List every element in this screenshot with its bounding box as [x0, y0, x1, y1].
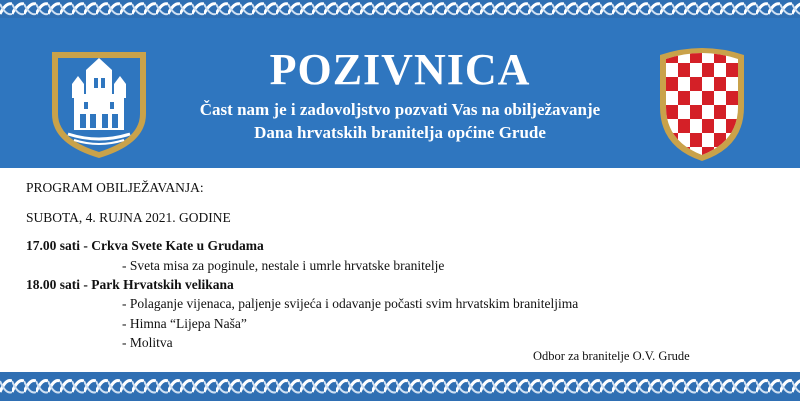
event-1-place: - Crkva Svete Kate u Grudama — [80, 238, 264, 253]
event-2-item: - Himna “Lijepa Naša” — [122, 316, 247, 331]
top-rope-border — [0, 0, 800, 18]
event-2 — [26, 277, 234, 293]
event-1-time: 17.00 sati — [26, 238, 80, 253]
signature: Odbor za branitelje O.V. Grude — [533, 349, 690, 363]
program-date: SUBOTA, 4. RUJNA 2021. GODINE — [26, 210, 231, 225]
invitation-subtitle-line1: Čast nam je i zadovoljstvo pozvati Vas na obilježavanje — [199, 100, 601, 119]
rope-pattern-top — [0, 0, 800, 18]
event-2-item: - Polaganje vijenaca, paljenje svijeća i odavanje počasti svim hrvatskim braniteljima — [122, 296, 579, 311]
event-2-item: - Molitva — [122, 335, 173, 350]
bottom-rope-border — [0, 372, 800, 401]
rope-pattern-bottom — [0, 372, 800, 401]
invitation-subtitle-line2: Dana hrvatskih branitelja općine Grude — [254, 123, 546, 142]
event-1 — [26, 238, 264, 254]
program-heading: PROGRAM OBILJEŽAVANJA: — [26, 180, 204, 195]
event-1-item: - Sveta misa za poginule, nestale i umrle hrvatske branitelje — [122, 258, 445, 273]
event-2-place: - Park Hrvatskih velikana — [80, 277, 234, 292]
invitation-title: POZIVNICA — [269, 45, 531, 94]
event-2-time: 18.00 sati — [26, 277, 80, 292]
